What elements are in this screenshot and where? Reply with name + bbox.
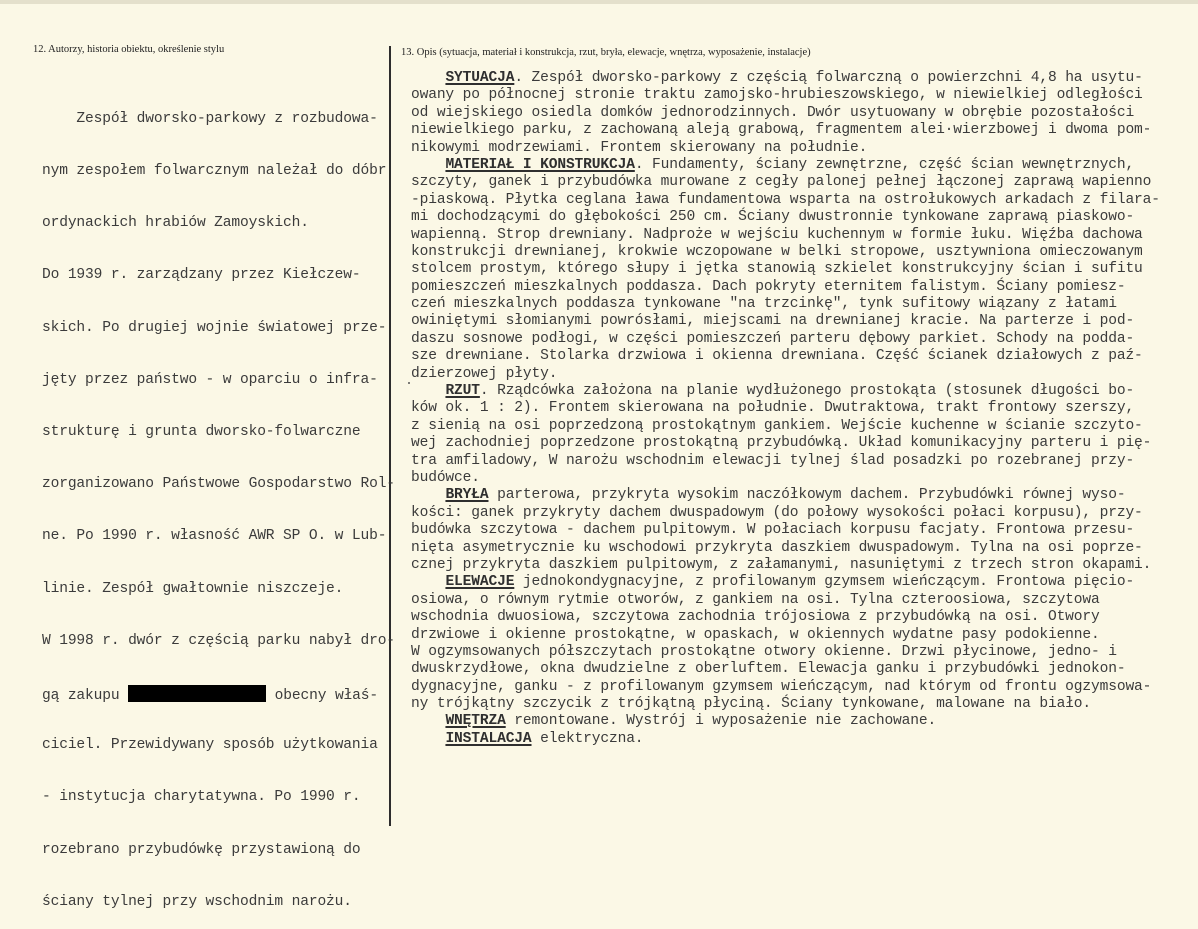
line-text: sze drewniane. Stolarka drzwiowa i okienna drewniana. Część ścianek działowych z paź-: [411, 348, 1143, 365]
text-line: [411, 261, 1160, 278]
section-paragraph-start: [411, 70, 1160, 87]
line-text: dwuskrzydłowe, okna dwudzielne z oberluftem. Elewacja ganku i przybudówki jednokon-: [411, 661, 1126, 678]
line-text: ny trójkątny szczycik z trójkątną płyciną. Ściany tynkowane, malowane na biało.: [411, 696, 1092, 713]
line-text: od wiejskiego osiedla domków jednorodzinnych. Dwór usytuowany w obrębie pozostałości: [411, 104, 1135, 121]
redaction-box: [128, 685, 266, 702]
text-line: [411, 400, 1160, 417]
text-line: [411, 122, 1160, 139]
indent: [411, 383, 445, 399]
section-keyword: BRYŁA: [445, 487, 489, 504]
text-line: [411, 140, 1160, 157]
section-paragraph-start: [411, 731, 1160, 748]
line-text: -piaskową. Płytka ceglana ława fundamentowa wsparta na ostrołukowych arkadach z filara-: [411, 191, 1160, 208]
line-text: kości: ganek przykryty dachem dwuspadowym (do połowy wysokości połaci korpusu), przy-: [411, 504, 1143, 521]
line-text: . Zespół dworsko-parkowy z częścią folwarczną o powierzchni 4,8 ha usytu-: [514, 70, 1143, 86]
line-text: jednokondygnacyjne, z profilowanym gzymsem wieńczącym. Frontowa pięcio-: [514, 574, 1135, 591]
line-text: wej zachodniej poprzedzone prostokątną przybudówką. Układ komunikacyjny parteru i pię-: [411, 435, 1152, 452]
text-line: [411, 192, 1160, 209]
text-line: [411, 592, 1160, 609]
section-paragraph-start: [411, 713, 1160, 730]
text-line: [411, 557, 1160, 574]
section-keyword: INSTALACJA: [445, 730, 532, 747]
section-keyword: SYTUACJA: [445, 70, 515, 86]
line-text: dzierzowej płyty.: [411, 365, 558, 382]
line-text: elektryczna.: [531, 730, 644, 747]
line-text: wapienną. Strop drewniany. Nadproże w wejściu kuchennym w formie łuku. Więźba dachowa: [411, 226, 1143, 243]
text-line: ordynackich hrabiów Zamoyskich.: [42, 215, 309, 232]
section-paragraph-start: [411, 487, 1160, 504]
text-line: [411, 627, 1160, 644]
line-text: dygnacyjne, ganku - z profilowanym gzymsem wieńczącym, nad którym od frontu ogzymsowa-: [411, 678, 1152, 695]
indent: [411, 487, 445, 503]
text-line: [411, 174, 1160, 191]
text-line: Zespół dworsko-parkowy z rozbudowa-: [42, 110, 378, 127]
text-line: [411, 644, 1160, 661]
text-line: W 1998 r. dwór z częścią parku nabył dro-: [42, 632, 395, 649]
text-line: [411, 227, 1160, 244]
line-text: niewielkiego parku, z zachowaną aleją grabową, fragmentem alei·wierzbowej i dwoma pom-: [411, 122, 1152, 139]
history-text-block: [42, 76, 395, 929]
stray-dot-mark: [408, 382, 410, 384]
text-line: rozebrano przybudówkę przystawioną do: [42, 841, 361, 858]
section-keyword: RZUT: [445, 383, 480, 400]
section-paragraph-start: [411, 157, 1160, 174]
indent: [411, 713, 445, 729]
section-paragraph-start: [411, 383, 1160, 400]
text-line: - instytucja charytatywna. Po 1990 r.: [42, 789, 361, 806]
line-text: parterowa, przykryta wysokim naczółkowym dachem. Przybudówki równej wyso-: [488, 487, 1126, 504]
line-text: remontowane. Wystrój i wyposażenie nie zachowane.: [505, 713, 937, 730]
section-paragraph-start: [411, 574, 1160, 591]
text-line: [411, 331, 1160, 348]
line-text: nikowymi modrzewiami. Frontem skierowany na południe.: [411, 139, 868, 156]
line-text: szczyty, ganek i przybudówka murowane z cegły palonej pełnej łączonej zaprawą wapienno: [411, 174, 1152, 191]
line-text: . Fundamenty, ściany zewnętrzne, część ścian wewnętrznych,: [634, 156, 1135, 173]
line-text: pomieszczeń mieszkalnych poddasza. Dach pokryty eternitem falistym. Ściany pomiesz-: [411, 278, 1126, 295]
text-line: Do 1939 r. zarządzany przez Kiełczew-: [42, 267, 361, 284]
section-12-heading: 12. Autorzy, historia obiektu, określenie stylu: [33, 44, 225, 55]
text-line: [411, 661, 1160, 678]
line-text: budówka szczytowa - dachem pulpitowym. W połaciach korpusu facjaty. Frontowa przesu-: [411, 522, 1135, 539]
text-line: [411, 470, 1160, 487]
text-line: jęty przez państwo - w oparciu o infra-: [42, 371, 378, 388]
text-line: ciciel. Przewidywany sposób użytkowania: [42, 737, 378, 754]
text-line: [411, 522, 1160, 539]
text-line-with-redaction: [42, 685, 395, 705]
line-text: czeń mieszkalnych poddasza tynkowane "na trzcinkę", tynk sufitowy wiązany z łatami: [411, 296, 1117, 313]
line-text: nięta asymetrycznie ku wschodowi przykryta daszkiem dwuspadowym. Tylna na osi poprze-: [411, 539, 1143, 556]
text-line: strukturę i grunta dworsko-folwarczne: [42, 424, 361, 441]
line-text: konstrukcji drewnianej, krokwie wczopowane w belki stropowe, usztywniona omieczowanym: [411, 243, 1143, 260]
text-line: [411, 348, 1160, 365]
text-line: [411, 418, 1160, 435]
line-text: ków ok. 1 : 2). Frontem skierowana na południe. Dwutraktowa, trakt frontowy szerszy,: [411, 400, 1135, 417]
line-text: owiniętymi słomianymi powrósłami, miejscami na drewnianej kracie. Na parterze i pod-: [411, 313, 1135, 330]
indent: [411, 731, 445, 747]
indent: [411, 70, 445, 86]
line-text: . Rządcówka założona na planie wydłużonego prostokąta (stosunek długości bo-: [479, 383, 1135, 400]
section-keyword: MATERIAŁ I KONSTRUKCJA: [445, 156, 635, 173]
text-line: [411, 105, 1160, 122]
text-line: [411, 679, 1160, 696]
text-line: [411, 453, 1160, 470]
line-text: mi dochodzącymi do głębokości 250 cm. Ściany dwustronnie tynkowane zaprawą piaskowo-: [411, 209, 1135, 226]
line-text: daszu sosnowe podłogi, w części pomieszczeń parteru dębowy parkiet. Schody na podda-: [411, 330, 1135, 347]
section-13-heading: 13. Opis (sytuacja, materiał i konstrukcja, rzut, bryła, elewacje, wnętrza, wyposażenie, instalacje): [401, 47, 811, 58]
text-line: ściany tylnej przy wschodnim narożu.: [42, 893, 352, 910]
text-line: [411, 296, 1160, 313]
text-line: [411, 435, 1160, 452]
text-line: [411, 313, 1160, 330]
line-text: owany po północnej stronie traktu zamojsko-hrubieszowskiego, w niewielkiej odległości: [411, 87, 1143, 104]
line-text: tra amfiladowy, W narożu wschodnim elewacji tylnej ślad posadzki po rozebranej przy-: [411, 452, 1135, 469]
text-before-redaction: gą zakupu: [42, 688, 129, 705]
indent: [411, 574, 445, 590]
line-text: wschodnia dwuosiowa, szczytowa zachodnia trójosiowa z przybudówką na osi. Otwory: [411, 609, 1100, 626]
text-line: [411, 209, 1160, 226]
text-line: [411, 279, 1160, 296]
section-keyword: ELEWACJE: [445, 574, 515, 591]
text-line: [411, 540, 1160, 557]
line-text: cznej przykryta daszkiem pulpitowym, z załamanymi, nasuniętymi z trzech stron okapami.: [411, 556, 1152, 573]
text-line: [411, 609, 1160, 626]
text-line: linie. Zespół gwałtownie niszczeje.: [42, 580, 344, 597]
indent: [411, 157, 445, 173]
scan-top-edge: [0, 0, 1198, 4]
text-line: nym zespołem folwarcznym należał do dóbr: [42, 163, 387, 180]
line-text: W ogzymsowanych półszczytach prostokątne otwory okienne. Drzwi płycinowe, jedno- i: [411, 643, 1117, 660]
text-line: [411, 244, 1160, 261]
line-text: z sienią na osi poprzedzoną prostokątnym gankiem. Wejście kuchenne w ścianie szczyto-: [411, 417, 1143, 434]
text-line: [411, 87, 1160, 104]
line-text: stolcem prostym, którego słupy i jętka stanowią szkielet konstrukcyjny ścian i sufitu: [411, 261, 1143, 278]
description-text-block: [411, 70, 1160, 748]
line-text: drzwiowe i okienne prostokątne, w opaskach, w okiennych wydatne pasy podokienne.: [411, 626, 1100, 643]
text-line: ne. Po 1990 r. własność AWR SP O. w Lub-: [42, 528, 387, 545]
line-text: budówce.: [411, 469, 480, 486]
text-line: [411, 696, 1160, 713]
text-after-redaction: obecny właś-: [266, 688, 378, 705]
text-line: skich. Po drugiej wojnie światowej prze-: [42, 319, 387, 336]
line-text: osiowa, o równym rytmie otworów, z gankiem na osi. Tylna czteroosiowa, szczytowa: [411, 591, 1100, 608]
text-line: [411, 505, 1160, 522]
text-line: zorganizowano Państwowe Gospodarstwo Rol-: [42, 476, 395, 493]
text-line: [411, 366, 1160, 383]
section-keyword: WNĘTRZA: [445, 713, 506, 730]
